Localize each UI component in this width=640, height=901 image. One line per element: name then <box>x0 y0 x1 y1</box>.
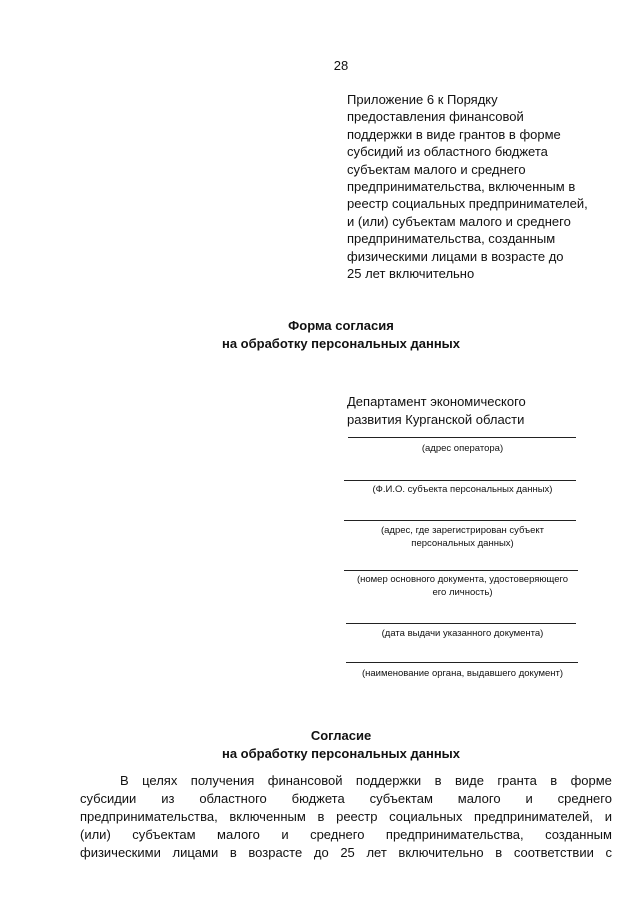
word: и <box>281 827 289 842</box>
caption-text: (номер основного документа, удостоверяющего <box>356 574 569 585</box>
consent-body <box>80 772 612 862</box>
word: поддержки <box>355 773 422 788</box>
word: созданным <box>545 827 612 842</box>
word: соответствии <box>513 845 594 860</box>
issue-date-caption <box>340 628 585 641</box>
caption-text: (дата выдачи указанного документа) <box>381 628 544 639</box>
word: реестр <box>336 809 378 824</box>
word: субъектам <box>369 791 433 806</box>
appendix-line: субъектам малого и среднего <box>347 161 526 177</box>
form-title-line2: на обработку персональных данных <box>221 336 461 351</box>
word: среднего <box>557 791 612 806</box>
word: (или) <box>80 827 111 842</box>
caption-text: персональных данных) <box>411 537 514 549</box>
form-title <box>0 317 640 353</box>
word: получения <box>190 773 255 788</box>
word: финансовой <box>267 773 343 788</box>
word: в <box>550 773 558 788</box>
appendix-line: Приложение 6 к Порядку <box>347 92 498 107</box>
word: и <box>604 809 612 824</box>
appendix-line: 25 лет включительно <box>347 266 475 282</box>
word: возрасте <box>248 845 303 860</box>
body-line <box>80 808 612 826</box>
word: малого <box>217 827 260 842</box>
word: предпринимателей, <box>474 809 593 824</box>
caption-text: (адрес, где зарегистрирован субъект <box>380 525 544 536</box>
consent-title-line1: Согласие <box>310 728 372 743</box>
subject-address-caption <box>340 525 585 550</box>
word: среднего <box>310 827 365 842</box>
body-line <box>80 772 612 790</box>
caption-text: (Ф.И.О. субъекта персональных данных) <box>372 484 553 495</box>
word: из <box>161 791 175 806</box>
word: целях <box>142 773 178 788</box>
word: субъектам <box>132 827 196 842</box>
word: 25 <box>340 845 355 860</box>
operator-address-line <box>348 437 576 438</box>
word: лицами <box>172 845 219 860</box>
word: в <box>229 845 237 860</box>
word: предпринимательства, <box>385 827 524 842</box>
word: В <box>120 773 129 788</box>
word: виде <box>454 773 484 788</box>
form-title-line1: Форма согласия <box>288 318 394 333</box>
document-number-line <box>344 570 578 571</box>
subject-address-line <box>344 520 576 521</box>
appendix-line: предоставления финансовой <box>347 109 524 125</box>
word: гранта <box>497 773 537 788</box>
word: лет <box>366 845 387 860</box>
appendix-line: поддержки в виде грантов в форме <box>347 126 561 142</box>
appendix-line: предпринимательства, созданным <box>347 231 556 247</box>
recipient-block <box>347 393 526 429</box>
issuing-authority-line <box>346 662 578 663</box>
subject-name-caption <box>340 484 585 497</box>
operator-address-caption <box>340 443 585 456</box>
appendix-line: предпринимательства, включенным в <box>347 179 576 195</box>
caption-text: его личность) <box>432 586 493 598</box>
page-number: 28 <box>333 58 349 73</box>
word: с <box>605 845 612 860</box>
caption-text: (наименование органа, выдавшего документ) <box>361 668 564 679</box>
word: предпринимательства, <box>80 809 218 824</box>
word: социальных <box>389 809 463 824</box>
appendix-line: физическими лицами в возрасте до <box>347 248 564 264</box>
recipient-line1: Департамент экономического <box>347 394 526 409</box>
issue-date-line <box>346 623 576 624</box>
appendix-note <box>347 91 617 282</box>
word: малого <box>457 791 501 806</box>
word: до <box>313 845 329 860</box>
recipient-line2: развития Курганской области <box>347 412 525 427</box>
word: физическими <box>80 845 161 860</box>
appendix-line: реестр социальных предпринимателей, <box>347 196 588 212</box>
word: в <box>317 809 325 824</box>
appendix-line: и (или) субъектам малого и среднего <box>347 213 571 229</box>
subject-name-line <box>344 480 576 481</box>
word: субсидии <box>80 791 137 806</box>
appendix-line: субсидий из областного бюджета <box>347 144 548 160</box>
word: и <box>525 791 533 806</box>
word: форме <box>570 773 612 788</box>
word: включенным <box>229 809 306 824</box>
caption-text: (адрес оператора) <box>421 443 504 454</box>
issuing-authority-caption <box>340 668 585 681</box>
word: включительно <box>398 845 484 860</box>
word: в <box>495 845 503 860</box>
word: областного <box>199 791 267 806</box>
document-number-caption <box>340 574 585 599</box>
word: бюджета <box>291 791 345 806</box>
word: в <box>434 773 442 788</box>
body-line <box>80 844 612 862</box>
consent-title-line2: на обработку персональных данных <box>221 746 461 761</box>
body-line <box>80 790 612 808</box>
body-line <box>80 826 612 844</box>
consent-title <box>0 727 640 763</box>
